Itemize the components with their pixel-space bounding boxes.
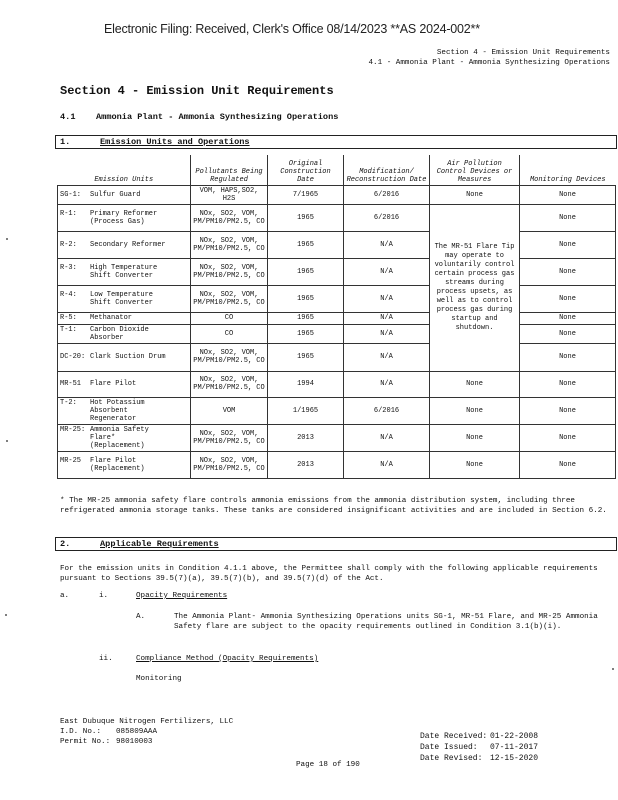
modification-cell: N/A: [344, 312, 430, 324]
filing-stamp: Electronic Filing: Received, Clerk's Office 08/14/2023 **AS 2024-002**: [104, 22, 480, 36]
issued-value: 07-11-2017: [490, 743, 539, 752]
unit-id: R-4:: [60, 290, 77, 299]
table-row: [58, 258, 616, 285]
unit-id: R-1:: [60, 209, 77, 218]
footer-dates-block: [420, 731, 538, 764]
modification-cell: 6/2016: [344, 185, 430, 204]
pollutants-cell: NOx, SO2, VOM, PM/PM10/PM2.5, CO: [191, 204, 268, 231]
pollutants-cell: CO: [191, 324, 268, 343]
table-row: [58, 424, 616, 451]
issued-label: Date Issued:: [420, 743, 478, 752]
monitoring-cell: None: [520, 324, 616, 343]
unit-name: Secondary Reformer: [90, 240, 166, 249]
unit-name: Ammonia Safety Flare* (Replacement): [90, 425, 149, 450]
unit-name: Low Temperature Shift Converter: [90, 290, 154, 307]
monitoring-cell: None: [520, 204, 616, 231]
scan-speck: [6, 440, 8, 442]
construction-cell: 1965: [268, 258, 344, 285]
page-number: Page 18 of 190: [296, 761, 360, 769]
monitoring-cell: None: [520, 185, 616, 204]
modification-cell: N/A: [344, 258, 430, 285]
permit-value: 98010003: [116, 738, 153, 746]
scan-speck: [6, 238, 8, 240]
part2-heading: [55, 537, 617, 551]
pollutants-cell: NOx, SO2, VOM, PM/PM10/PM2.5, CO: [191, 231, 268, 258]
unit-name: High Temperature Shift Converter: [90, 263, 158, 280]
control-cell: None: [430, 371, 520, 397]
subsection-number: 4.1: [60, 112, 76, 122]
unit-id: T-2:: [60, 398, 77, 407]
header-construction: Original Construction Date: [268, 155, 344, 185]
pollutants-cell: VOM: [191, 397, 268, 424]
unit-name: Carbon Dioxide Absorber: [90, 325, 149, 342]
monitoring-cell: None: [520, 285, 616, 312]
control-merged-cell: The MR-51 Flare Tip may operate to voluntarily control certain process gas streams during process upsets, as well as to control process gas during startup and shutdown.: [430, 204, 520, 371]
req-A-text: The Ammonia Plant- Ammonia Synthesizing Operations units SG-1, MR-51 Flare, and MR-25 Ammonia Safety flare are subject to the opacity requirements outlined in Condition 3.1(b)(i).: [174, 613, 598, 631]
control-cell: None: [430, 424, 520, 451]
subsection-title: [60, 112, 338, 122]
part1-heading: [55, 135, 617, 149]
table-row: [58, 324, 616, 343]
part1-number: 1.: [60, 137, 71, 147]
modification-cell: 6/2016: [344, 204, 430, 231]
table-row: [58, 371, 616, 397]
construction-cell: 1/1965: [268, 397, 344, 424]
monitoring-heading: Monitoring: [136, 675, 182, 683]
monitoring-cell: None: [520, 397, 616, 424]
modification-cell: N/A: [344, 451, 430, 478]
construction-cell: 1965: [268, 343, 344, 371]
part2-label: Applicable Requirements: [100, 539, 219, 549]
req-ii-heading: Compliance Method (Opacity Requirements): [136, 655, 319, 663]
construction-cell: 1965: [268, 231, 344, 258]
monitoring-cell: None: [520, 231, 616, 258]
subsection-label: Ammonia Plant - Ammonia Synthesizing Operations: [96, 112, 339, 122]
running-header-line2: 4.1 - Ammonia Plant - Ammonia Synthesizing Operations: [368, 59, 610, 67]
modification-cell: N/A: [344, 285, 430, 312]
unit-id: R-3:: [60, 263, 77, 272]
received-value: 01-22-2008: [490, 732, 539, 741]
header-modification: Modification/ Reconstruction Date: [344, 155, 430, 185]
pollutants-cell: NOx, SO2, VOM, PM/PM10/PM2.5, CO: [191, 371, 268, 397]
construction-cell: 2013: [268, 451, 344, 478]
unit-name: Clark Suction Drum: [90, 353, 166, 361]
monitoring-cell: None: [520, 343, 616, 371]
scan-speck: [5, 614, 7, 616]
unit-id: MR-51: [60, 380, 82, 388]
modification-cell: N/A: [344, 424, 430, 451]
monitoring-cell: None: [520, 312, 616, 324]
construction-cell: 2013: [268, 424, 344, 451]
pollutants-cell: NOx, SO2, VOM, PM/PM10/PM2.5, CO: [191, 424, 268, 451]
unit-id: DC-20:: [60, 353, 86, 361]
header-pollutants: Pollutants Being Regulated: [191, 155, 268, 185]
pollutants-cell: NOx, SO2, VOM, PM/PM10/PM2.5, CO: [191, 258, 268, 285]
monitoring-cell: None: [520, 371, 616, 397]
company-name: East Dubuque Nitrogen Fertilizers, LLC: [60, 718, 234, 726]
unit-name: Sulfur Guard: [90, 190, 141, 199]
modification-cell: N/A: [344, 371, 430, 397]
construction-cell: 1965: [268, 312, 344, 324]
unit-name: Primary Reformer (Process Gas): [90, 209, 158, 226]
unit-name: Flare Pilot: [90, 380, 137, 388]
unit-id: R-5:: [60, 314, 77, 322]
part1-label: Emission Units and Operations: [100, 137, 250, 147]
req-a-heading: Opacity Requirements: [136, 592, 228, 600]
modification-cell: N/A: [344, 343, 430, 371]
table-row: [58, 231, 616, 258]
id-value: 085809AAA: [116, 728, 158, 736]
construction-cell: 1965: [268, 204, 344, 231]
table-row: [58, 397, 616, 424]
header-emission-units: Emission Units: [58, 155, 191, 185]
requirements-intro: For the emission units in Condition 4.1.1 above, the Permittee shall comply with the following applicable requirements pursuant to Sections 39.5(7)(a), 39.5(7)(b), and 39.5(7)(d) of the Act.: [60, 565, 598, 583]
table-row: [58, 343, 616, 371]
unit-id: R-2:: [60, 240, 77, 249]
received-label: Date Received:: [420, 732, 488, 741]
unit-name: Flare Pilot (Replacement): [90, 456, 145, 473]
construction-cell: 1994: [268, 371, 344, 397]
scan-speck: [612, 668, 614, 670]
unit-name: Methanator: [90, 314, 133, 322]
modification-cell: 6/2016: [344, 397, 430, 424]
table-row: [58, 451, 616, 478]
running-header: [368, 48, 610, 68]
control-cell: None: [430, 397, 520, 424]
control-cell: None: [430, 185, 520, 204]
construction-cell: 1965: [268, 285, 344, 312]
permit-label: Permit No.:: [60, 738, 111, 746]
table-header-row: [58, 155, 616, 185]
unit-id: MR-25: [60, 456, 82, 465]
emission-units-table: [57, 155, 616, 479]
header-control: Air Pollution Control Devices or Measures: [430, 155, 520, 185]
section-title: Section 4 - Emission Unit Requirements: [60, 84, 334, 98]
pollutants-cell: NOx, SO2, VOM, PM/PM10/PM2.5, CO: [191, 451, 268, 478]
running-header-line1: Section 4 - Emission Unit Requirements: [436, 49, 610, 57]
unit-id: MR-25:: [60, 425, 86, 434]
revised-label: Date Revised:: [420, 754, 483, 763]
revised-value: 12-15-2020: [490, 754, 539, 763]
unit-id: T-1:: [60, 325, 77, 334]
modification-cell: N/A: [344, 231, 430, 258]
modification-cell: N/A: [344, 324, 430, 343]
part2-number: 2.: [60, 539, 71, 549]
pollutants-cell: NOx, SO2, VOM, PM/PM10/PM2.5, CO: [191, 343, 268, 371]
monitoring-cell: None: [520, 451, 616, 478]
table-row: [58, 312, 616, 324]
pollutants-cell: NOx, SO2, VOM, PM/PM10/PM2.5, CO: [191, 285, 268, 312]
footer-company-block: [60, 717, 233, 747]
req-a-letter: a.: [60, 592, 70, 600]
pollutants-cell: CO: [191, 312, 268, 324]
control-cell: None: [430, 451, 520, 478]
unit-id: SG-1:: [60, 190, 82, 199]
monitoring-cell: None: [520, 424, 616, 451]
unit-name: Hot Potassium Absorbent Regenerator: [90, 398, 145, 423]
req-ii-roman: ii.: [99, 655, 113, 663]
table-row: [58, 204, 616, 231]
table-row: [58, 285, 616, 312]
pollutants-cell: VOM, HAPS,SO2, H2S: [191, 185, 268, 204]
req-A-letter: A.: [136, 613, 146, 621]
construction-cell: 7/1965: [268, 185, 344, 204]
monitoring-cell: None: [520, 258, 616, 285]
req-a-roman: i.: [99, 592, 109, 600]
construction-cell: 1965: [268, 324, 344, 343]
table-row: [58, 185, 616, 204]
table-footnote: * The MR-25 ammonia safety flare controls ammonia emissions from the ammonia distribution system, including three refrigerated ammonia storage tanks. These tanks are considered insignificant activities and are included in Section 6.2.: [60, 497, 607, 515]
header-monitoring: Monitoring Devices: [520, 155, 616, 185]
id-label: I.D. No.:: [60, 728, 102, 736]
